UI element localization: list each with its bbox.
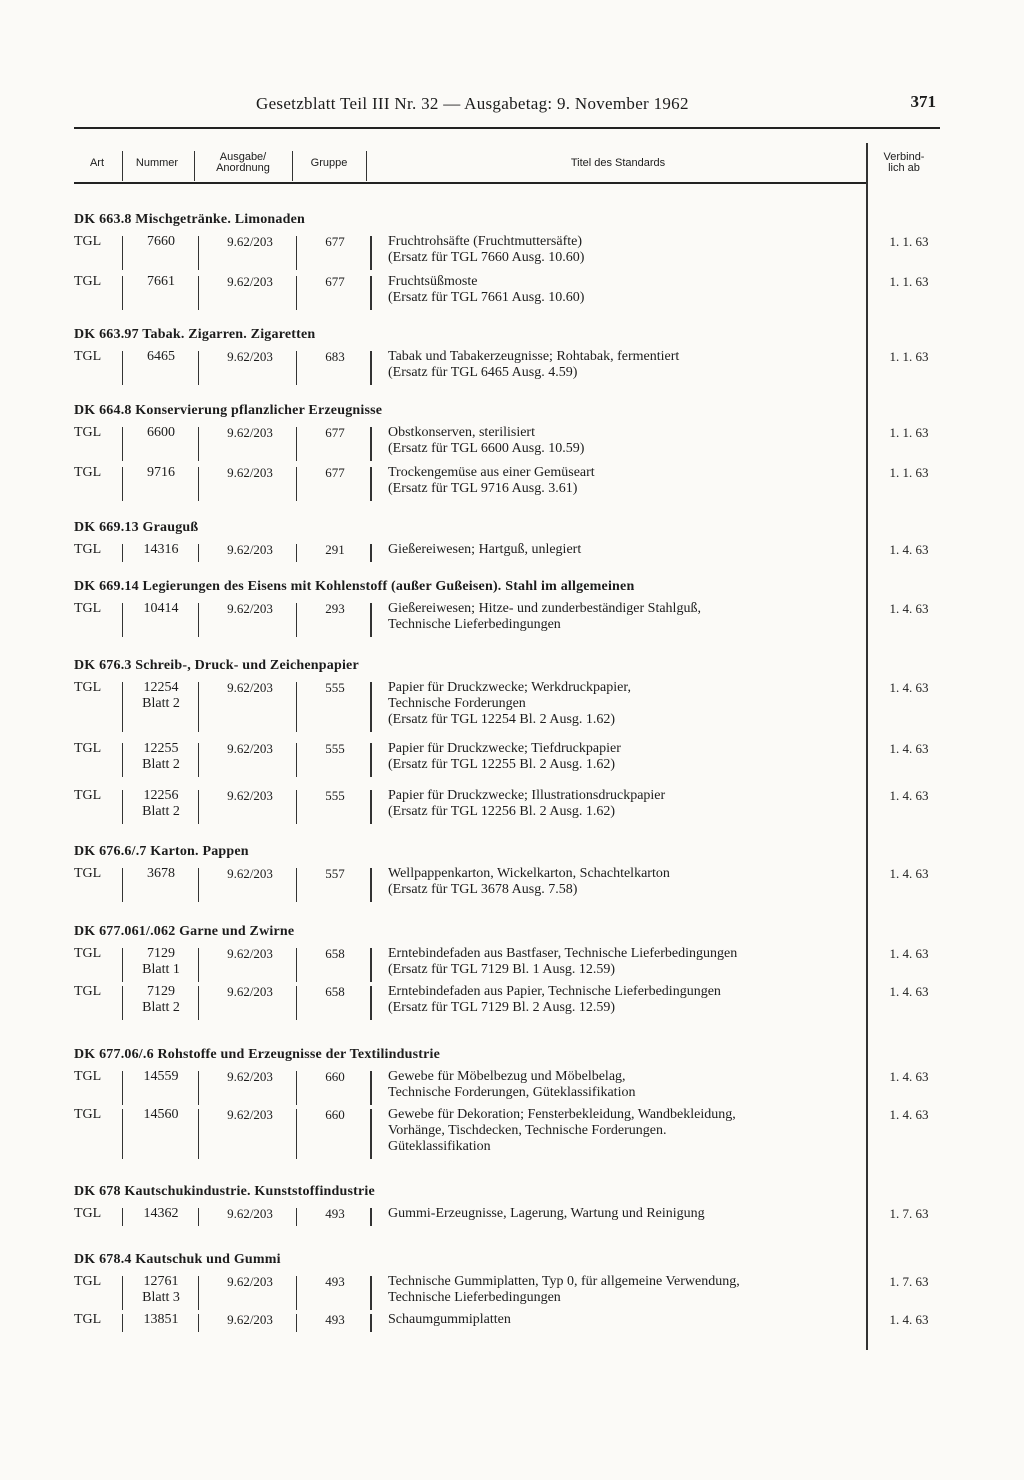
cell-nummer: 7661 [147,274,175,289]
cell-titel: Fruchtrohsäfte (Fruchtmuttersäfte) [388,234,582,249]
cell-titel: Gewebe für Möbelbezug und Möbelbelag, [388,1069,626,1084]
cell-verbindlich: 1. 4. 63 [889,788,929,803]
table-header-rule [74,182,867,184]
column-separator [198,276,199,310]
cell-titel-line2: Vorhänge, Tischdecken, Technische Forderungen. [388,1123,667,1138]
cell-ausgabe: 9.62/203 [227,274,273,289]
cell-nummer: 9716 [147,465,175,480]
column-separator [122,351,123,385]
cell-titel: Gewebe für Dekoration; Fensterbekleidung, Wandbekleidung, [388,1107,736,1122]
column-separator [370,427,372,461]
column-separator [198,743,199,777]
cell-ausgabe: 9.62/203 [227,234,273,249]
section-title: DK 677.061/.062 Garne und Zwirne [74,924,295,939]
column-separator [370,986,372,1020]
cell-titel: Gießereiwesen; Hitze- und zunderbeständiger Stahlguß, [388,601,701,616]
cell-gruppe: 683 [325,349,345,364]
cell-titel-line2: (Ersatz für TGL 7661 Ausg. 10.60) [388,290,585,305]
col-ausgabe [196,143,290,183]
column-separator [296,986,297,1020]
column-separator [198,1276,199,1310]
col-verbindlich-line2: lich ab [888,162,920,174]
section-title: DK 663.97 Tabak. Zigarren. Zigaretten [74,327,316,342]
column-separator [198,467,199,501]
section-title: DK 677.06/.6 Rohstoffe und Erzeugnisse der Textilindustrie [74,1047,441,1062]
section-title: DK 669.14 Legierungen des Eisens mit Kohlenstoff (außer Gußeisen). Stahl im allgemeinen [74,579,635,594]
column-separator [296,743,297,777]
column-separator [198,1071,199,1105]
cell-verbindlich: 1. 4. 63 [889,984,929,999]
col-verbindlich [868,143,940,183]
cell-titel-line2: (Ersatz für TGL 3678 Ausg. 7.58) [388,882,578,897]
cell-titel: Schaumgummiplatten [388,1312,511,1327]
cell-nummer-blatt: Blatt 3 [142,1290,180,1305]
cell-nummer: 7660 [147,234,175,249]
page-header [70,94,938,124]
column-separator [370,743,372,777]
cell-verbindlich: 1. 4. 63 [889,542,929,557]
cell-gruppe: 493 [325,1312,345,1327]
column-separator [198,236,199,270]
cell-titel: Papier für Druckzwecke; Illustrationsdruckpapier [388,788,666,803]
cell-ausgabe: 9.62/203 [227,984,273,999]
cell-nummer: 12254 [143,680,179,695]
cell-art: TGL [74,1069,102,1084]
cell-titel: Tabak und Tabakerzeugnisse; Rohtabak, fermentiert [388,349,680,364]
column-separator [296,1208,297,1226]
cell-art: TGL [74,1107,102,1122]
column-separator [198,544,199,562]
cell-gruppe: 555 [325,788,345,803]
cell-art: TGL [74,946,102,961]
cell-gruppe: 555 [325,741,345,756]
col-ausgabe-line2: Anordnung [216,162,270,174]
cell-nummer: 14560 [143,1107,179,1122]
column-separator [296,1314,297,1332]
cell-gruppe: 493 [325,1206,345,1221]
cell-nummer: 14316 [143,542,179,557]
cell-nummer: 12256 [143,788,179,803]
cell-titel: Erntebindefaden aus Bastfaser, Technische Lieferbedingungen [388,946,738,961]
column-separator [370,790,372,824]
cell-ausgabe: 9.62/203 [227,788,273,803]
column-separator [122,467,123,501]
cell-titel-line2: Technische Lieferbedingungen [388,1290,561,1305]
cell-verbindlich: 1. 7. 63 [889,1206,929,1221]
section [74,1182,944,1221]
column-separator [370,544,372,562]
cell-art: TGL [74,741,102,756]
cell-verbindlich: 1. 1. 63 [889,425,929,440]
cell-art: TGL [74,788,102,803]
cell-nummer: 13851 [143,1312,179,1327]
cell-titel: Papier für Druckzwecke; Werkdruckpapier, [388,680,631,695]
cell-nummer-blatt: Blatt 2 [142,804,180,819]
cell-verbindlich: 1. 4. 63 [889,680,929,695]
cell-gruppe: 291 [325,542,345,557]
section [74,1045,944,1154]
cell-gruppe: 677 [325,274,345,289]
cell-nummer-blatt: Blatt 1 [142,962,180,977]
cell-gruppe: 293 [325,601,345,616]
cell-ausgabe: 9.62/203 [227,1069,273,1084]
cell-titel-line2: (Ersatz für TGL 9716 Ausg. 3.61) [388,481,578,496]
cell-ausgabe: 9.62/203 [227,680,273,695]
cell-nummer-blatt: Blatt 2 [142,757,180,772]
cell-titel: Technische Gummiplatten, Typ 0, für allgemeine Verwendung, [388,1274,740,1289]
cell-art: TGL [74,680,102,695]
cell-art: TGL [74,866,102,881]
column-separator [122,603,123,637]
column-separator [296,682,297,732]
column-separator [296,351,297,385]
cell-titel: Gummi-Erzeugnisse, Lagerung, Wartung und Reinigung [388,1206,705,1221]
cell-ausgabe: 9.62/203 [227,601,273,616]
cell-titel: Papier für Druckzwecke; Tiefdruckpapier [388,741,621,756]
cell-nummer: 6465 [147,349,175,364]
cell-verbindlich: 1. 4. 63 [889,1312,929,1327]
column-separator [198,427,199,461]
column-separator [296,276,297,310]
th-divider [122,151,123,181]
cell-titel-line2: (Ersatz für TGL 7660 Ausg. 10.60) [388,250,585,265]
column-separator [122,427,123,461]
cell-gruppe: 677 [325,425,345,440]
column-separator [296,868,297,902]
cell-verbindlich: 1. 7. 63 [889,1274,929,1289]
column-separator [122,1109,123,1159]
column-separator [370,467,372,501]
cell-gruppe: 660 [325,1069,345,1084]
cell-verbindlich: 1. 1. 63 [889,349,929,364]
col-art: Art [89,156,105,169]
cell-verbindlich: 1. 4. 63 [889,1069,929,1084]
column-separator [122,743,123,777]
col-ausgabe-line1: Ausgabe/ [219,151,267,163]
cell-art: TGL [74,984,102,999]
cell-verbindlich: 1. 1. 63 [889,234,929,249]
column-separator [296,948,297,982]
column-separator [370,1109,372,1159]
cell-nummer-blatt: Blatt 2 [142,1000,180,1015]
column-separator [198,790,199,824]
column-separator [122,1071,123,1105]
section-title: DK 678 Kautschukindustrie. Kunststoffindustrie [74,1184,375,1199]
cell-ausgabe: 9.62/203 [227,1312,273,1327]
cell-ausgabe: 9.62/203 [227,741,273,756]
cell-titel: Gießereiwesen; Hartguß, unlegiert [388,542,582,557]
section [74,656,944,819]
section-title: DK 676.3 Schreib-, Druck- und Zeichenpapier [74,658,359,673]
th-divider [292,151,293,181]
column-separator [370,682,372,732]
cell-titel-line2: (Ersatz für TGL 7129 Bl. 1 Ausg. 12.59) [388,962,616,977]
column-separator [198,1109,199,1159]
cell-ausgabe: 9.62/203 [227,1274,273,1289]
cell-ausgabe: 9.62/203 [227,1107,273,1122]
column-separator [198,948,199,982]
cell-art: TGL [74,1206,102,1221]
col-verbindlich-line1: Verbind- [883,151,925,163]
column-separator [122,868,123,902]
column-separator [296,1071,297,1105]
column-separator [296,1276,297,1310]
cell-titel-line3: (Ersatz für TGL 12254 Bl. 2 Ausg. 1.62) [388,712,616,727]
cell-titel-line2: Technische Lieferbedingungen [388,617,561,632]
column-separator [198,1314,199,1332]
cell-nummer: 7129 [147,984,175,999]
cell-nummer: 14362 [143,1206,179,1221]
cell-ausgabe: 9.62/203 [227,542,273,557]
cell-titel: Fruchtsüßmoste [388,274,478,289]
column-separator [296,236,297,270]
column-separator [198,351,199,385]
column-separator [370,1276,372,1310]
cell-gruppe: 658 [325,946,345,961]
cell-ausgabe: 9.62/203 [227,1206,273,1221]
table-header [70,143,940,183]
cell-art: TGL [74,349,102,364]
column-separator [370,603,372,637]
column-separator [296,790,297,824]
cell-verbindlich: 1. 4. 63 [889,866,929,881]
cell-gruppe: 658 [325,984,345,999]
cell-titel: Obstkonserven, sterilisiert [388,425,535,440]
cell-art: TGL [74,601,102,616]
section [74,842,944,897]
cell-nummer: 3678 [147,866,175,881]
section-title: DK 678.4 Kautschuk und Gummi [74,1252,281,1267]
cell-titel-line2: Technische Forderungen, Güteklassifikation [388,1085,636,1100]
cell-gruppe: 677 [325,465,345,480]
column-separator [296,467,297,501]
cell-verbindlich: 1. 1. 63 [889,465,929,480]
cell-nummer: 12255 [143,741,179,756]
cell-art: TGL [74,465,102,480]
column-separator [122,682,123,732]
column-separator [370,1314,372,1332]
col-titel: Titel des Standards [570,156,666,169]
cell-titel-line2: (Ersatz für TGL 12256 Bl. 2 Ausg. 1.62) [388,804,616,819]
column-separator [122,1314,123,1332]
cell-art: TGL [74,1312,102,1327]
cell-ausgabe: 9.62/203 [227,349,273,364]
cell-titel-line2: (Ersatz für TGL 7129 Bl. 2 Ausg. 12.59) [388,1000,616,1015]
column-separator [198,682,199,732]
column-separator [370,276,372,310]
cell-art: TGL [74,542,102,557]
column-separator [198,1208,199,1226]
cell-ausgabe: 9.62/203 [227,946,273,961]
cell-titel-line2: (Ersatz für TGL 12255 Bl. 2 Ausg. 1.62) [388,757,616,772]
cell-nummer: 7129 [147,946,175,961]
th-divider [194,151,195,181]
column-separator [122,948,123,982]
cell-verbindlich: 1. 4. 63 [889,1107,929,1122]
column-separator [370,1208,372,1226]
th-divider [366,151,367,181]
cell-art: TGL [74,234,102,249]
cell-titel-line2: (Ersatz für TGL 6600 Ausg. 10.59) [388,441,585,456]
header-rule [74,127,940,129]
col-nummer: Nummer [135,156,179,169]
column-separator [122,1276,123,1310]
cell-titel: Wellpappenkarton, Wickelkarton, Schachtelkarton [388,866,670,881]
cell-verbindlich: 1. 4. 63 [889,946,929,961]
column-separator [122,986,123,1020]
column-separator [370,1071,372,1105]
column-separator [122,790,123,824]
section [74,401,944,496]
section [74,1250,944,1327]
column-separator [296,1109,297,1159]
cell-art: TGL [74,274,102,289]
column-separator [198,986,199,1020]
cell-gruppe: 557 [325,866,345,881]
section [74,518,944,557]
column-separator [296,427,297,461]
cell-gruppe: 555 [325,680,345,695]
cell-art: TGL [74,1274,102,1289]
cell-gruppe: 493 [325,1274,345,1289]
column-separator [296,603,297,637]
section [74,325,944,380]
column-separator [122,236,123,270]
cell-gruppe: 660 [325,1107,345,1122]
cell-nummer: 12761 [143,1274,179,1289]
page-number: 371 [910,92,936,111]
cell-verbindlich: 1. 4. 63 [889,741,929,756]
section [74,922,944,1015]
cell-titel: Trockengemüse aus einer Gemüseart [388,465,595,480]
section [74,577,944,632]
column-separator [122,544,123,562]
section-title: DK 676.6/.7 Karton. Pappen [74,844,249,859]
column-separator [370,236,372,270]
cell-ausgabe: 9.62/203 [227,465,273,480]
column-separator [198,603,199,637]
column-separator [296,544,297,562]
section-title: DK 669.13 Grauguß [74,520,199,535]
column-separator [198,868,199,902]
cell-titel-line2: Technische Forderungen [388,696,526,711]
cell-titel: Erntebindefaden aus Papier, Technische Lieferbedingungen [388,984,721,999]
cell-ausgabe: 9.62/203 [227,425,273,440]
cell-verbindlich: 1. 4. 63 [889,601,929,616]
cell-nummer: 10414 [143,601,179,616]
column-separator [370,948,372,982]
cell-art: TGL [74,425,102,440]
cell-nummer: 14559 [143,1069,179,1084]
cell-nummer-blatt: Blatt 2 [142,696,180,711]
cell-nummer: 6600 [147,425,175,440]
section-title: DK 663.8 Mischgetränke. Limonaden [74,212,305,227]
column-separator [122,1208,123,1226]
cell-gruppe: 677 [325,234,345,249]
column-separator [370,351,372,385]
col-gruppe: Gruppe [310,156,348,169]
section-title: DK 664.8 Konservierung pflanzlicher Erzeugnisse [74,403,383,418]
section [74,210,944,305]
cell-titel-line2: (Ersatz für TGL 6465 Ausg. 4.59) [388,365,578,380]
column-separator [370,868,372,902]
cell-titel-line3: Güteklassifikation [388,1139,491,1154]
cell-ausgabe: 9.62/203 [227,866,273,881]
cell-verbindlich: 1. 1. 63 [889,274,929,289]
running-title: Gesetzblatt Teil III Nr. 32 — Ausgabetag: 9. November 1962 [256,94,689,113]
column-separator [122,276,123,310]
